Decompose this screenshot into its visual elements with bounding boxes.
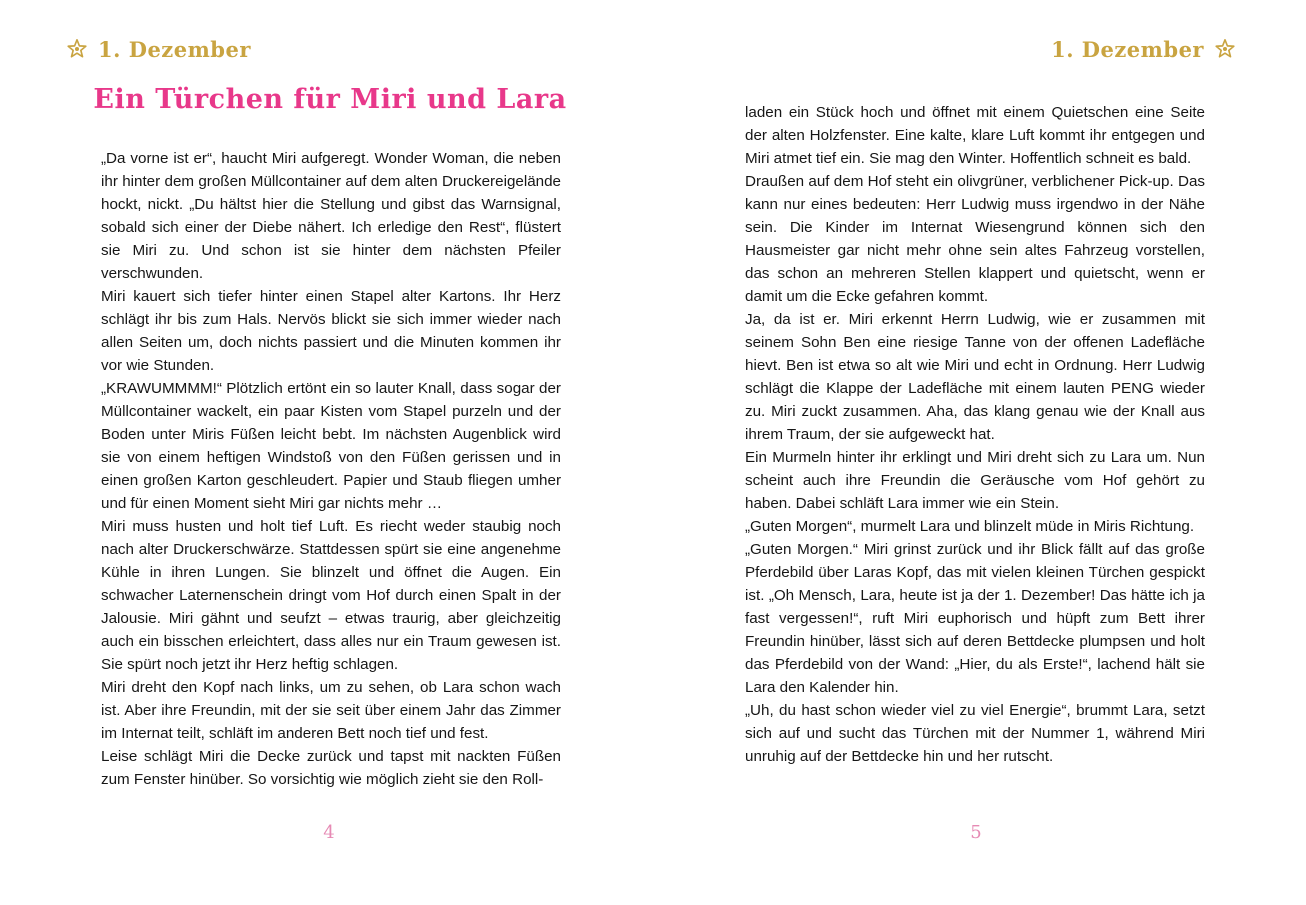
page-number-right: 5 [970, 822, 982, 843]
paragraph: „Uh, du hast schon wieder viel zu viel Energie“, brummt Lara, setzt sich auf und sucht das Türchen mit der Nummer 1, während Miri unruhig auf der Bettdecke hin und her rutscht. [745, 702, 1205, 765]
paragraph: Miri dreht den Kopf nach links, um zu sehen, ob Lara schon wach ist. Aber ihre Freundin, mit der sie seit über einem Jahr das Zimmer im Internat teilt, schläft im anderen Bett noch tief und fest. [101, 679, 561, 742]
paragraph: „Da vorne ist er“, haucht Miri aufgeregt. Wonder Woman, die neben ihr hinter dem großen Müllcontainer auf dem alten Druckereigelände hockt, nickt. „Du hältst hier die Stellung und gibst das Warnsignal, sobald sich einer der Diebe nähert. Ich erledige den Rest“, flüstert sie Miri zu. Und schon ist sie hinter dem nächsten Pfeiler verschwunden. [101, 150, 561, 282]
chapter-label: 1. Dezember [98, 36, 251, 62]
paragraph: Miri kauert sich tiefer hinter einen Stapel alter Kartons. Ihr Herz schlägt ihr bis zum Hals. Nervös blickt sie sich immer wieder nach allen Seiten um, doch nichts passiert und die Minuten kommen ihr vor wie Stunden. [101, 288, 561, 374]
chapter-label: 1. Dezember [1051, 36, 1204, 62]
chapter-header-left [66, 34, 251, 64]
paragraph: Ein Murmeln hinter ihr erklingt und Miri dreht sich zu Lara um. Nun scheint auch ihre Freundin die Geräusche vom Hof gehört zu haben. Dabei schläft Lara immer wie ein Stein. [745, 449, 1205, 512]
paragraph: Leise schlägt Miri die Decke zurück und tapst mit nackten Füßen zum Fenster hinüber. So vorsichtig wie möglich zieht sie den Roll- [101, 748, 561, 788]
paragraph: „Guten Morgen“, murmelt Lara und blinzelt müde in Miris Richtung. [745, 518, 1195, 535]
right-page [653, 0, 1306, 905]
paragraph: Ja, da ist er. Miri erkennt Herrn Ludwig, wie er zusammen mit seinem Sohn Ben eine riesige Tanne von der offenen Ladefläche hievt. Ben ist etwa so alt wie Miri und echt in Ordnung. Herr Ludwig schlägt die Klappe der Ladefläche mit einem lauten PENG wieder zu. Miri zuckt zusammen. Aha, das klang genau wie der Knall aus ihrem Traum, der sie aufgeweckt hat. [745, 311, 1205, 443]
page-number-left: 4 [323, 822, 335, 843]
star-icon [1214, 38, 1236, 60]
paragraph: Draußen auf dem Hof steht ein olivgrüner, verblichener Pick-up. Das kann nur eines bedeuten: Herr Ludwig muss irgendwo in der Nähe sein. Die Kinder im Internat Wiesengrund können sich den Hausmeister gar nicht mehr ohne sein altes Fahrzeug vorstellen, das schon an mehreren Stellen klappert und quietscht, wenn er damit um die Ecke gefahren kommt. [745, 173, 1205, 305]
right-body-text [745, 101, 1205, 768]
chapter-header-right [1051, 34, 1236, 64]
paragraph: Miri muss husten und holt tief Luft. Es riecht weder staubig noch nach alter Druckerschwärze. Stattdessen spürt sie eine angenehme Kühle in ihren Lungen. Sie blinzelt und öffnet die Augen. Ein schwacher Laternenschein dringt vom Hof durch einen Spalt in der Jalousie. Miri gähnt und seufzt – etwas traurig, aber gleichzeitig auch ein bisschen erleichtert, dass alles nur ein Traum gewesen ist. Sie spürt noch jetzt ihr Herz heftig schlagen. [101, 518, 561, 673]
paragraph: „Guten Morgen.“ Miri grinst zurück und ihr Blick fällt auf das große Pferdebild über Laras Kopf, das mit vielen kleinen Türchen gespickt ist. „Oh Mensch, Lara, heute ist ja der 1. Dezember! Das hätte ich ja fast vergessen!“, ruft Miri euphorisch und hüpft zum Bett ihrer Freundin hinüber, lässt sich auf deren Bettdecke plumpsen und holt das Pferdebild von der Wand: „Hier, du als Erste!“, lachend hält sie Lara den Kalender hin. [745, 541, 1205, 696]
story-title: Ein Türchen für Miri und Lara [93, 84, 567, 115]
left-body-text [101, 147, 561, 791]
star-icon [66, 38, 88, 60]
paragraph: „KRAWUMMMM!“ Plötzlich ertönt ein so lauter Knall, dass sogar der Müllcontainer wackelt, ein paar Kisten vom Stapel purzeln und der Boden unter Miris Füßen leicht bebt. Im nächsten Augenblick wird sie von einem heftigen Windstoß von den Füßen gerissen und in einen großen Karton geschleudert. Papier und Staub fliegen umher und für einen Moment sieht Miri gar nichts mehr … [101, 380, 561, 512]
paragraph: laden ein Stück hoch und öffnet mit einem Quietschen eine Seite der alten Holzfenster. Eine kalte, klare Luft kommt ihr entgegen und Miri atmet tief ein. Sie mag den Winter. Hoffentlich schneit es bald. [745, 104, 1205, 167]
